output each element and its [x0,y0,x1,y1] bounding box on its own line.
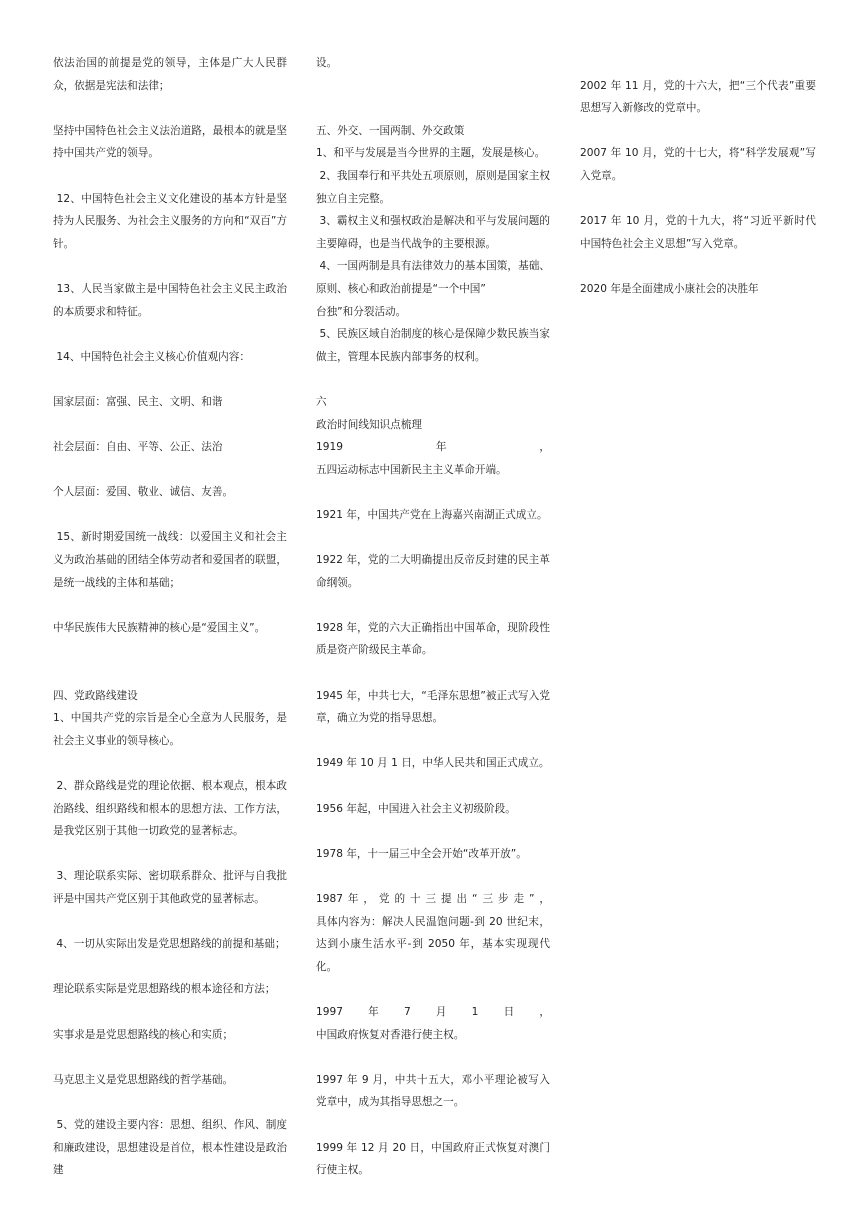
subsection-heading: 政治时间线知识点梳理 [316,418,422,431]
paragraph: 1921 年，中国共产党在上海嘉兴南湖正式成立。 [316,508,548,521]
paragraph: 1956 年起，中国进入社会主义初级阶段。 [316,802,516,815]
paragraph: 1949 年 10 月 1 日，中华人民共和国正式成立。 [316,757,550,770]
text-token: 1987 [316,892,343,905]
paragraph: 2007 年 10 月，党的十七大，将“科学发展观”写入党章。 [580,147,816,182]
column-middle [316,52,550,1182]
paragraph: 理论联系实际是党思想路线的根本途径和方法； [53,983,276,996]
paragraph: 1、中国共产党的宗旨是全心全意为人民服务，是社会主义事业的领导核心。 [53,712,287,747]
paragraph: 5、民族区域自治制度的核心是保障少数民族当家做主，管理本民族内部事务的权利。 [316,328,550,363]
paragraph: 15、新时期爱国统一战线：以爱国主义和社会主义为政治基础的团结全体劳动者和爱国者的联盟，是统一战线的主体和基础； [53,531,287,589]
paragraph: 具体内容为：解决人民温饱问题-到 20 世纪末，达到小康生活水平-到 2050 年，基本实现现代化。 [316,915,550,973]
paragraph: 台独”和分裂活动。 [316,305,407,318]
text-token: 7 [403,1005,411,1018]
text-token: 出 [456,892,468,905]
paragraph: 2017 年 10 月，党的十九大，将“习近平新时代中国特色社会主义思想”写入党章。 [580,215,816,250]
paragraph: 12、中国特色社会主义文化建设的基本方针是坚持为人民服务、为社会主义服务的方向和“双百”方针。 [53,192,287,250]
paragraph: 中国政府恢复对香港行使主权。 [316,1028,465,1041]
text-token: 三 [482,892,494,905]
text-token: 提 [440,892,452,905]
text-token: 1919 [316,441,343,454]
paragraph: 4、一国两制是具有法律效力的基本国策，基础、原则、核心和政治前提是“一个中国” [316,260,550,295]
paragraph: 2020 年是全面建成小康社会的决胜年 [580,282,759,295]
paragraph: 坚持中国特色社会主义法治道路，最根本的就是坚持中国共产党的领导。 [53,124,287,160]
paragraph: 4、一切从实际出发是党思想路线的前提和基础； [53,938,286,951]
paragraph: 5、党的建设主要内容：思想、组织、作风、制度和廉政建设，思想建设是首位，根本性建设是政治建 [53,1118,287,1177]
text-token: 年 [435,441,447,454]
paragraph: 1、和平与发展是当今世界的主题，发展是核心。 [316,147,546,160]
section-heading: 五、外交、一国两制、外交政策 [316,124,465,137]
paragraph: 3、霸权主义和强权政治是解决和平与发展问题的主要障碍，也是当代战争的主要根源。 [316,215,550,250]
text-token: 三 [425,892,437,905]
paragraph: 五四运动标志中国新民主主义革命开端。 [316,463,507,476]
paragraph: 2、群众路线是党的理论依据、根本观点，根本政治路线、组织路线和根本的思想方法、工作方法，是我党区别于其他一切政党的显著标志。 [53,780,287,838]
text-token: 步 [497,892,509,905]
paragraph: 中华民族伟大民族精神的核心是“爱国主义”。 [53,621,266,634]
text-token: “ [472,892,478,905]
text-token: 走 [513,892,525,905]
paragraph: 依法治国的前提是党的领导，主体是广大人民群众，依据是宪法和法律； [53,57,287,92]
text-token: 年 [368,1005,379,1018]
section-heading: 四、党政路线建设 [53,689,138,702]
text-token: 1 [471,1005,479,1018]
paragraph: 14、中国特色社会主义核心价值观内容： [53,350,250,363]
section-heading: 六 [316,395,327,408]
paragraph: 13、人民当家做主是中国特色社会主义民主政治的本质要求和特征。 [53,282,287,318]
text-token: 1997 [316,1005,343,1018]
paragraph: 1999 年 12 月 20 日，中国政府正式恢复对澳门行使主权。 [316,1141,550,1177]
paragraph: 社会层面：自由、平等、公正、法治 [53,441,223,454]
timeline-year-line [316,436,550,459]
text-token: 年 [347,892,359,905]
column-left [53,52,287,1182]
text-token: ， [539,1005,550,1018]
text-token: 月 [435,1005,447,1018]
paragraph: 1945 年，中共七大，“毛泽东思想”被正式写入党章，确立为党的指导思想。 [316,689,550,725]
timeline-year-line [316,888,550,911]
paragraph: 1997 年 9 月，中共十五大，邓小平理论被写入党章中，成为其指导思想之一。 [316,1073,550,1109]
text-token: ， [539,892,550,905]
paragraph: 1922 年，党的二大明确提出反帝反封建的民主革命纲领。 [316,554,550,589]
timeline-year-line [316,1001,550,1024]
paragraph: 马克思主义是党思想路线的哲学基础。 [53,1073,234,1086]
text-token: ， [363,892,374,905]
text-token: ” [528,892,535,905]
paragraph: 个人层面：爱国、敬业、诚信、友善。 [53,486,234,499]
text-token: 日 [503,1005,515,1018]
text-token: 党 [378,892,390,905]
paragraph: 实事求是是党思想路线的核心和实质； [53,1028,234,1041]
paragraph: 3、理论联系实际、密切联系群众、批评与自我批评是中国共产党区别于其他政党的显著标志。 [53,870,287,905]
paragraph: 国家层面：富强、民主、文明、和谐 [53,395,223,408]
paragraph: 2002 年 11 月，党的十六大，把“三个代表”重要思想写入新修改的党章中。 [580,79,816,115]
paragraph: 1978 年，十一届三中全会开始“改革开放”。 [316,847,527,860]
paragraph: 1928 年，党的六大正确指出中国革命，现阶段性质是资产阶级民主革命。 [316,621,550,657]
text-token: 的 [394,892,406,905]
paragraph: 2、我国奉行和平共处五项原则，原则是国家主权独立自主完整。 [316,169,550,205]
text-token: ， [539,441,550,454]
column-right [580,52,816,301]
paragraph: 设。 [316,57,338,69]
text-token: 十 [409,892,421,905]
